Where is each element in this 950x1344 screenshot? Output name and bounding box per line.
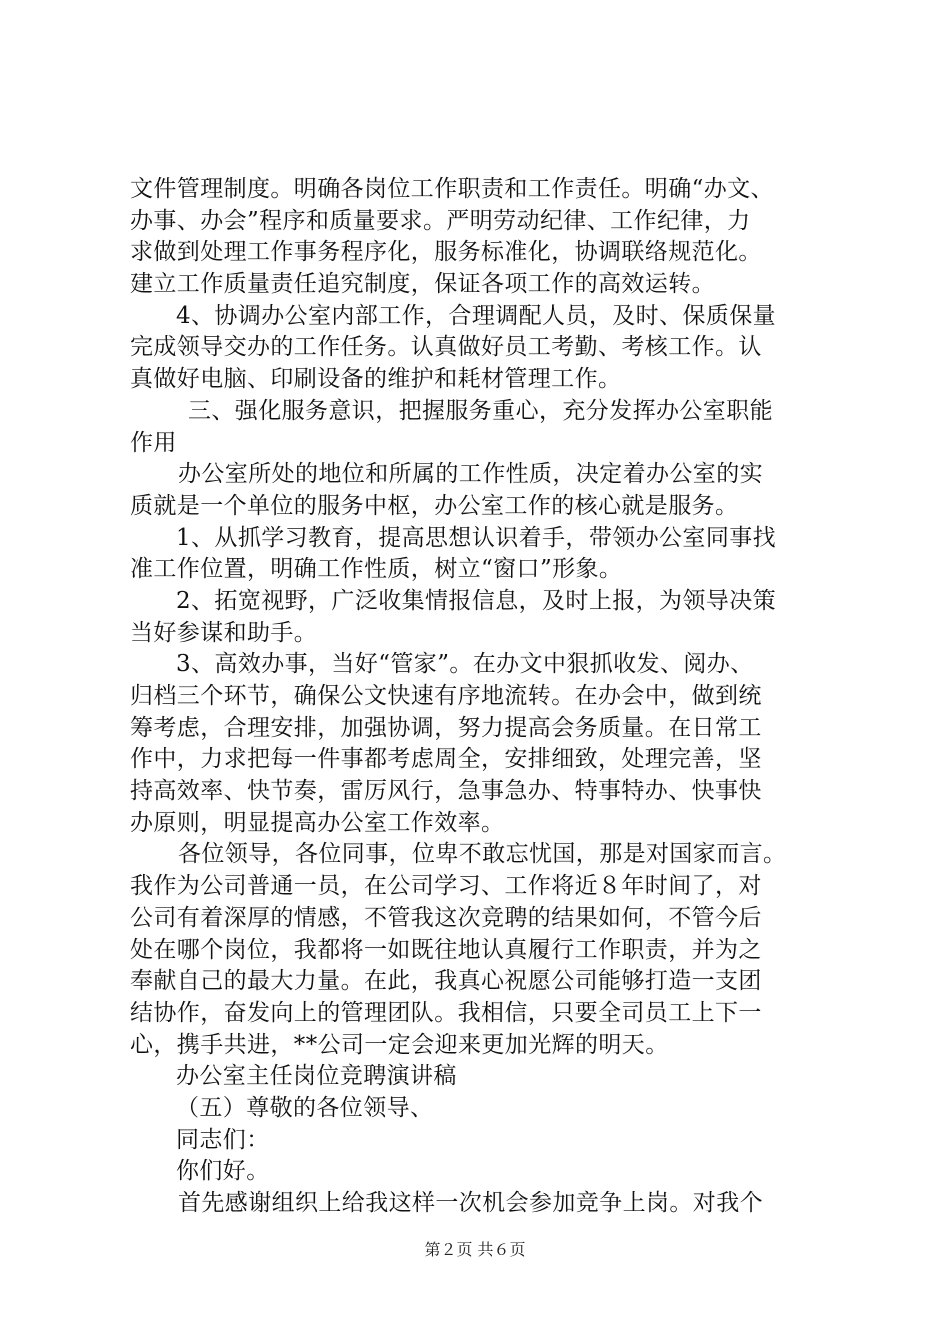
salutation: 同志们： — [176, 1126, 270, 1153]
text-line: 2、拓宽视野，广泛收集情报信息，及时上报，为领导决策 — [176, 587, 777, 614]
text-line: 真做好电脑、印刷设备的维护和耗材管理工作。 — [130, 366, 622, 393]
text-line: 质就是一个单位的服务中枢，办公室工作的核心就是服务。 — [130, 492, 739, 519]
text-line: 筹考虑，合理安排，加强协调，努力提高会务质量。在日常工 — [130, 714, 762, 741]
text-line: 我作为公司普通一员，在公司学习、工作将近８年时间了，对 — [130, 873, 762, 900]
text-line: 结协作，奋发向上的管理团队。我相信，只要全司员工上下一 — [130, 999, 762, 1026]
page-number-footer: 第２页 共６页 — [424, 1240, 526, 1259]
text-line: 办公室所处的地位和所属的工作性质，决定着办公室的实 — [178, 461, 763, 488]
text-line: 办原则，明显提高办公室工作效率。 — [130, 809, 505, 836]
speech-title: 办公室主任岗位竞聘演讲稿 — [176, 1063, 457, 1090]
text-line: 3、高效办事，当好“管家”。在办文中狠抓收发、阅办、 — [176, 651, 754, 678]
greeting: 你们好。 — [176, 1158, 270, 1185]
text-line: 首先感谢组织上给我这样一次机会参加竞争上岗。对我个 — [178, 1190, 763, 1216]
text-line: 求做到处理工作事务程序化，服务标准化，协调联络规范化。 — [130, 239, 762, 266]
speech-heading: （五）尊敬的各位领导、 — [176, 1094, 434, 1121]
text-line: 作中，力求把每一件事都考虑周全，安排细致，处理完善，坚 — [130, 746, 762, 773]
text-line: 心，携手共进，**公司一定会迎来更加光辉的明天。 — [130, 1031, 669, 1058]
text-line: 1、从抓学习教育，提高思想认识着手，带领办公室同事找 — [176, 524, 777, 551]
text-line: 文件管理制度。明确各岗位工作职责和工作责任。明确“办文、 — [130, 176, 774, 202]
text-line: 处在哪个岗位，我都将一如既往地认真履行工作职责，并为之 — [130, 936, 762, 963]
text-line: 归档三个环节，确保公文快速有序地流转。在办会中，做到统 — [130, 683, 762, 709]
text-line: 准工作位置，明确工作性质，树立“窗口”形象。 — [130, 556, 623, 583]
document-body — [130, 174, 850, 1220]
text-line: 奉献自己的最大力量。在此，我真心祝愿公司能够打造一支团 — [130, 968, 762, 995]
section-heading-continued: 作用 — [130, 429, 177, 456]
text-line: 4、协调办公室内部工作，合理调配人员，及时、保质保量 — [176, 302, 777, 329]
text-line: 建立工作质量责任追究制度，保证各项工作的高效运转。 — [130, 271, 715, 298]
text-line: 当好参谋和助手。 — [130, 619, 318, 646]
text-line: 完成领导交办的工作任务。认真做好员工考勤、考核工作。认 — [130, 334, 762, 361]
text-line: 持高效率、快节奏，雷厉风行，急事急办、特事特办、快事快 — [130, 778, 762, 805]
section-heading: 三、强化服务意识，把握服务重心，充分发挥办公室职能 — [188, 397, 773, 424]
text-line: 公司有着深厚的情感，不管我这次竞聘的结果如何，不管今后 — [130, 904, 762, 931]
text-line: 各位领导，各位同事，位卑不敢忘忧国，那是对国家而言。 — [178, 841, 787, 868]
text-line: 办事、办会”程序和质量要求。严明劳动纪律、工作纪律，力 — [130, 207, 751, 234]
